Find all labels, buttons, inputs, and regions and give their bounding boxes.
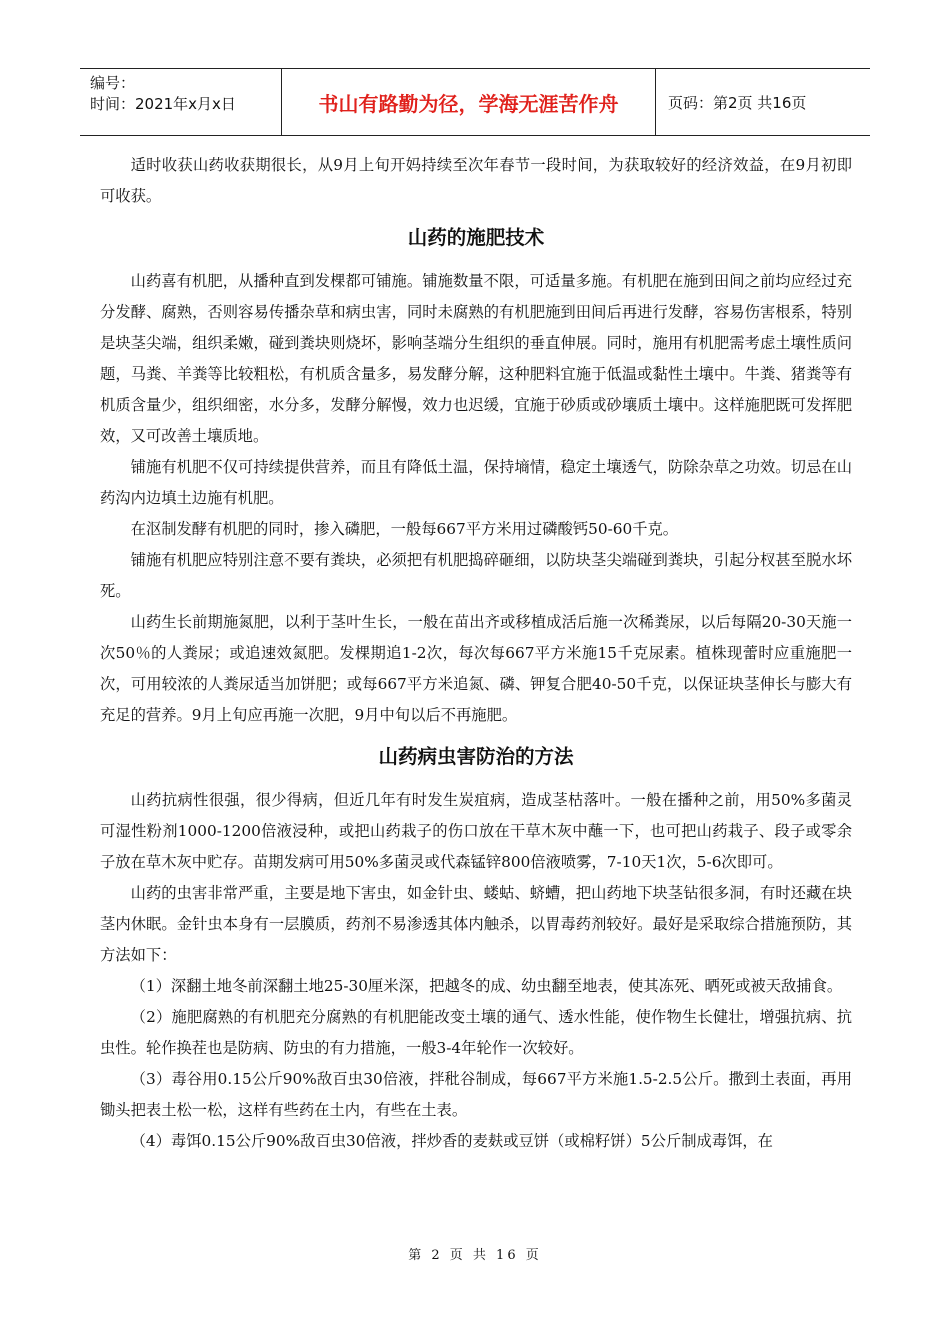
- body-paragraph: 山药喜有机肥，从播种直到发棵都可铺施。铺施数量不限，可适量多施。有机肥在施到田间之前均应经过充分发酵、腐熟，否则容易传播杂草和病虫害，同时未腐熟的有机肥施到田间后再进行发酵，容易伤害根系，特别是块茎尖端，组织柔嫩，碰到粪块则烧坏，影响茎端分生组织的垂直伸展。同时，施用有机肥需考虑土壤性质问题，马粪、羊粪等比较粗松，有机质含量多，易发酵分解，这种肥料宜施于低温或黏性土壤中。牛粪、猪粪等有机质含量少，组织细密，水分多，发酵分解慢，效力也迟缓，宜施于砂质或砂壤质土壤中。这样施肥既可发挥肥效，又可改善土壤质地。: [100, 272, 852, 445]
- document-body: [100, 150, 852, 1157]
- body-paragraph: 铺施有机肥应特别注意不要有粪块，必须把有机肥捣碎砸细，以防块茎尖端碰到粪块，引起分杈甚至脱水坏死。: [100, 551, 852, 600]
- body-paragraph: 铺施有机肥不仅可持续提供营养，而且有降低土温，保持墒情，稳定土壤透气，防除杂草之功效。切忌在山药沟内边填土边施有机肥。: [100, 458, 852, 507]
- header-motto: 书山有路勤为径，学海无涯苦作舟: [282, 69, 656, 135]
- list-item: （3）毒谷用0.15公斤90%敌百虫30倍液，拌秕谷制成，每667平方米施1.5-2.5公斤。撒到土表面，再用锄头把表土松一松，这样有些药在土内，有些在土表。: [100, 1070, 852, 1119]
- page-footer: 第 2 页 共 16 页: [408, 1248, 542, 1263]
- body-paragraph: 山药抗病性很强，很少得病，但近几年有时发生炭疽病，造成茎枯落叶。一般在播种之前，用50%多菌灵可湿性粉剂1000-1200倍液浸种，或把山药栽子的伤口放在干草木灰中蘸一下，也可把山药栽子、段子或零余子放在草木灰中贮存。苗期发病可用50%多菌灵或代森锰锌800倍液喷雾，7-10天1次，5-6次即可。: [100, 791, 852, 871]
- section-title-pest-control: 山药病虫害防治的方法: [378, 745, 574, 768]
- header-meta: [80, 69, 282, 135]
- page-header: [80, 68, 870, 136]
- list-item: （1）深翻土地冬前深翻土地25-30厘米深，把越冬的成、幼虫翻至地表，使其冻死、晒死或被天敌捕食。: [130, 977, 843, 995]
- section-title-fertilizing: 山药的施肥技术: [407, 226, 545, 249]
- body-paragraph: 山药的虫害非常严重，主要是地下害虫，如金针虫、蝼蛄、蛴螬，把山药地下块茎钻很多洞，有时还藏在块茎内休眠。金针虫本身有一层膜质，药剂不易渗透其体内触杀，以胃毒药剂较好。最好是采取综合措施预防，其方法如下：: [100, 884, 852, 964]
- document-date: 时间：2021年x月x日: [90, 95, 236, 113]
- header-page-info: 页码：第2页 共16页: [668, 93, 807, 112]
- body-paragraph: 山药生长前期施氮肥，以利于茎叶生长，一般在苗出齐或移植成活后施一次稀粪尿，以后每隔20-30天施一次50％的人粪尿；或追速效氮肥。发棵期追1-2次，每次每667平方米施15千克尿素。植株现蕾时应重施肥一次，可用较浓的人粪尿适当加饼肥；或每667平方米追氮、磷、钾复合肥40-50千克，以保证块茎伸长与膨大有充足的营养。9月上旬应再施一次肥，9月中旬以后不再施肥。: [100, 613, 852, 724]
- list-item: （2）施肥腐熟的有机肥充分腐熟的有机肥能改变土壤的通气、透水性能，使作物生长健壮，增强抗病、抗虫性。轮作换茬也是防病、防虫的有力措施，一般3-4年轮作一次较好。: [100, 1008, 852, 1057]
- document-number-label: 编号：: [90, 74, 136, 92]
- intro-paragraph: 适时收获山药收获期很长，从9月上旬开妈持续至次年春节一段时间，为获取较好的经济效益，在9月初即可收获。: [100, 156, 852, 205]
- list-item: （4）毒饵0.15公斤90%敌百虫30倍液，拌炒香的麦麸或豆饼（或棉籽饼）5公斤制成毒饵，在: [130, 1132, 773, 1150]
- body-paragraph: 在沤制发酵有机肥的同时，掺入磷肥，一般每667平方米用过磷酸钙50-60千克。: [130, 520, 679, 538]
